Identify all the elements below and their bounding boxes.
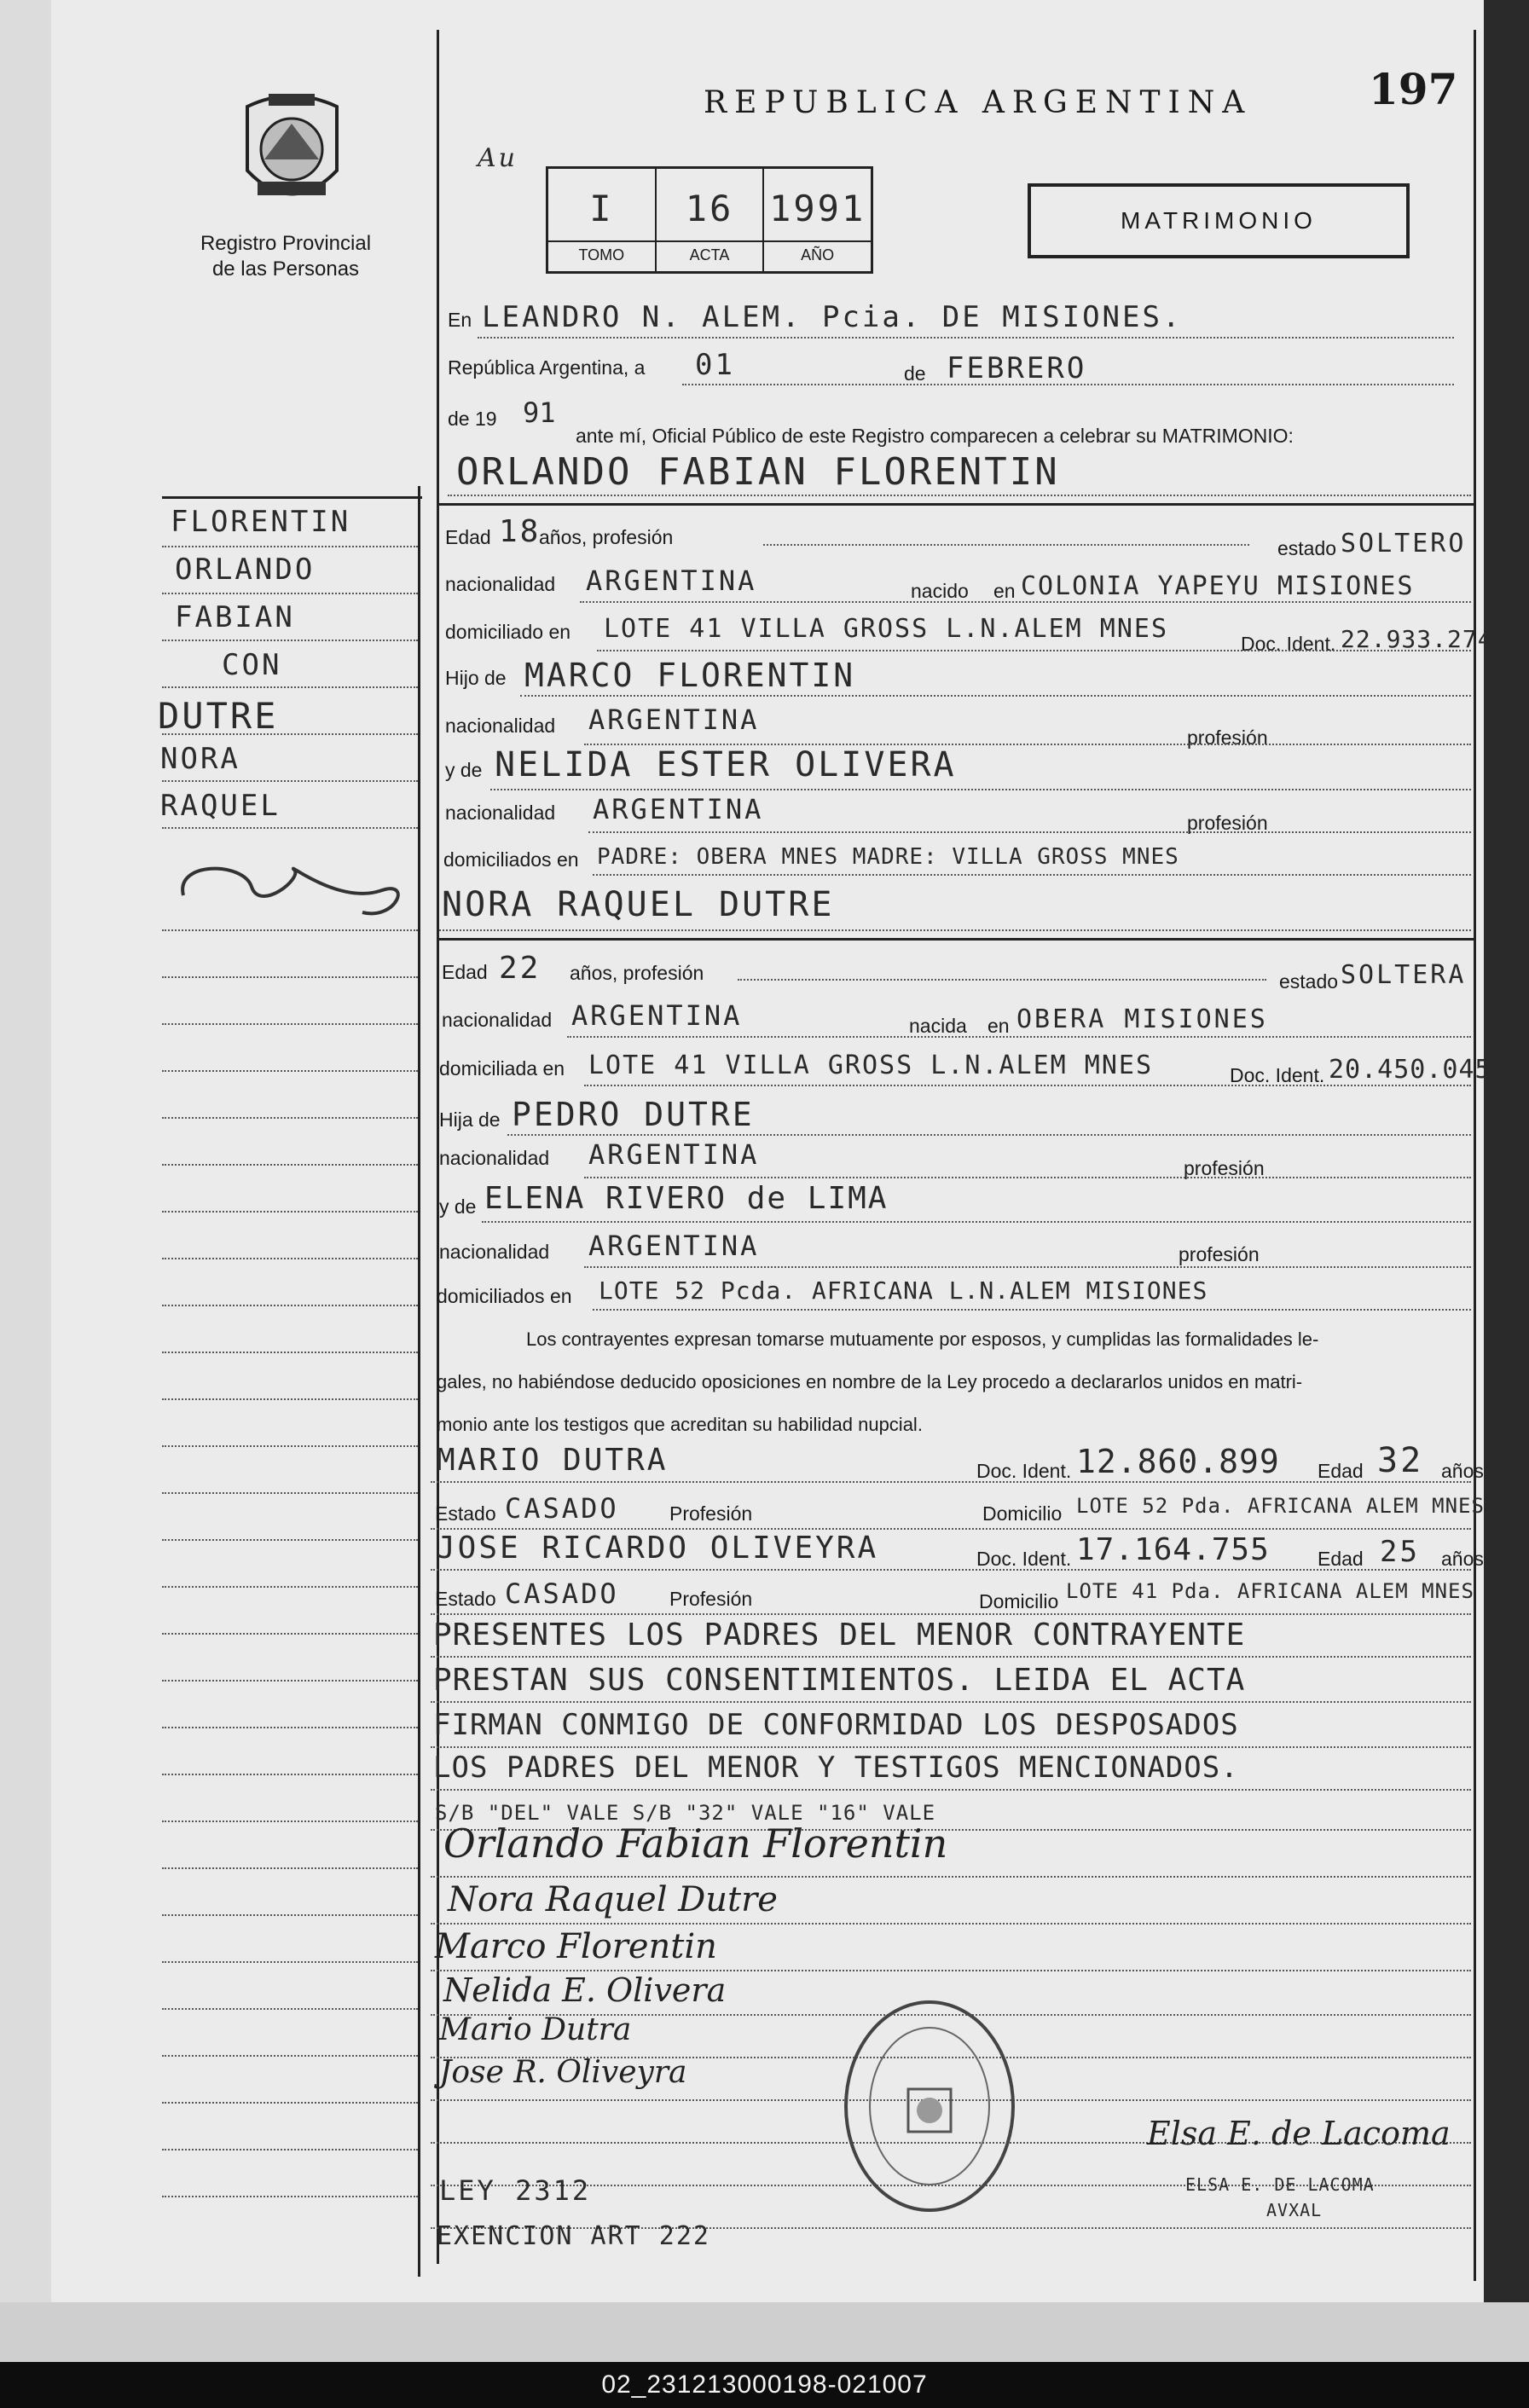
margin-rule [162, 1867, 418, 1869]
republica-label: República Argentina, a [448, 356, 646, 379]
witness2-estado: CASADO [505, 1577, 619, 1610]
bride-mother-nac-line [584, 1266, 1471, 1268]
year-prefix-label: de 19 [448, 408, 497, 430]
margin-rule [162, 1820, 418, 1822]
note-line-3: FIRMAN CONMIGO DE CONFORMIDAD LOS DESPOSADOS [433, 1708, 1239, 1742]
bride-father-prof-label: profesión [1184, 1157, 1265, 1179]
witness2-anos-label: años [1441, 1548, 1484, 1570]
margin-rule [162, 1164, 418, 1166]
margin-rule [162, 827, 418, 829]
margin-rule [162, 1492, 418, 1494]
official-signature: Elsa E. de Lacoma [1147, 2115, 1451, 2152]
en-label: En [448, 309, 472, 331]
groom-father: MARCO FLORENTIN [524, 657, 856, 694]
tomo-cell [548, 169, 657, 271]
binding-margin [0, 0, 51, 2362]
right-page-edge [1484, 0, 1529, 2362]
signature-witness2: Jose R. Oliveyra [439, 2055, 687, 2090]
province-seal-icon [239, 90, 345, 213]
ano-value: 1991 [769, 188, 866, 229]
witness1-doc: 12.860.899 [1076, 1443, 1280, 1480]
registry-line1: Registro Provincial [200, 232, 372, 255]
witness2-doc-label: Doc. Ident. [976, 1548, 1072, 1570]
note-line-4: LOS PADRES DEL MENOR Y TESTIGOS MENCIONADOS. [433, 1751, 1239, 1785]
groom-nac-label: nacionalidad [445, 573, 556, 595]
bride-en-label: en [987, 1015, 1010, 1037]
date-underline [682, 384, 1454, 385]
bride-estado: SOLTERA [1341, 960, 1467, 990]
bride-father-nac: ARGENTINA [588, 1138, 760, 1171]
note-line-1-rule [431, 1656, 1471, 1658]
witness2-line [431, 1569, 1471, 1571]
margin-rule [162, 1117, 418, 1119]
margin-rule [162, 593, 418, 594]
acta-label: ACTA [657, 240, 763, 264]
groom-mother-nac: ARGENTINA [593, 793, 764, 825]
bride-birthplace: OBERA MISIONES [1016, 1004, 1268, 1034]
bride-section-top-rule [437, 938, 1475, 941]
tomo-label: TOMO [548, 240, 655, 264]
signature-rule [431, 1923, 1471, 1925]
note-line-3-rule [431, 1746, 1471, 1748]
margin-name-2: ORLANDO [175, 553, 316, 587]
ano-label: AÑO [764, 240, 871, 264]
groom-parents-address: PADRE: OBERA MNES MADRE: VILLA GROSS MNES [597, 844, 1179, 870]
groom-address: LOTE 41 VILLA GROSS L.N.ALEM MNES [604, 614, 1169, 644]
bride-doc-label: Doc. Ident. [1230, 1064, 1325, 1086]
margin-rule [162, 1445, 418, 1447]
margin-name-3: FABIAN [175, 600, 295, 634]
bride-father-line [507, 1134, 1471, 1136]
witness2-doc: 17.164.755 [1076, 1532, 1270, 1567]
witness2-address: LOTE 41 Pda. AFRICANA ALEM MNES [1066, 1579, 1474, 1603]
bride-name-line [439, 929, 1471, 931]
margin-rule [162, 1539, 418, 1541]
margin-name-7: RAQUEL [160, 789, 281, 823]
witness1-dom-label: Domicilio [982, 1502, 1063, 1525]
bride-name: NORA RAQUEL DUTRE [442, 885, 835, 924]
signature-mother: Nelida E. Olivera [443, 1971, 727, 2009]
bride-address: LOTE 41 VILLA GROSS L.N.ALEM MNES [588, 1051, 1154, 1080]
groom-father-prof-label: profesión [1187, 726, 1268, 749]
margin-rule [162, 2008, 418, 2010]
bride-mother-nac: ARGENTINA [588, 1230, 760, 1262]
groom-mother-nac-label: nacionalidad [445, 802, 556, 824]
signature-witness1: Mario Dutra [439, 2012, 632, 2047]
witness1-edad-label: Edad [1318, 1460, 1364, 1482]
groom-father-nac-label: nacionalidad [445, 715, 556, 737]
witness1-doc-label: Doc. Ident. [976, 1460, 1072, 1482]
witness1-line [431, 1481, 1471, 1483]
margin-rule [162, 1352, 418, 1353]
day-value: 01 [695, 348, 735, 382]
bride-mother-prof-label: profesión [1179, 1243, 1260, 1265]
year-suffix-value: 91 [523, 397, 556, 429]
groom-name: ORLANDO FABIAN FLORENTIN [456, 450, 1060, 494]
margin-rule [162, 780, 418, 782]
margin-rule [162, 2196, 418, 2197]
bride-yde-label: y de [439, 1195, 477, 1218]
acta-cell [657, 169, 765, 271]
record-box [546, 166, 873, 274]
appearance-statement: ante mí, Oficial Público de este Registro comparecen a celebrar su MATRIMONIO: [576, 425, 1294, 447]
margin-rule [162, 1305, 418, 1306]
groom-doms-label: domiciliados en [443, 848, 579, 871]
margin-rule [162, 1070, 418, 1072]
note-line-2-rule [431, 1701, 1471, 1703]
groom-estado-label: estado [1277, 537, 1337, 559]
official-title: AVXAL [1266, 2200, 1323, 2220]
declaration-line2: gales, no habiéndose deducido oposiciones en nombre de la Ley procedo a declararlos unidos en matri- [437, 1371, 1303, 1392]
margin-name-5: DUTRE [158, 695, 279, 737]
witness2-dom-line [431, 1613, 1471, 1615]
bride-edad-label: Edad [442, 961, 488, 983]
margin-rule [162, 929, 418, 931]
ano-cell [764, 169, 871, 271]
bride-mother: ELENA RIVERO de LIMA [484, 1181, 889, 1216]
margin-rule [162, 2149, 418, 2150]
margin-rule [162, 1727, 418, 1728]
groom-anos-prof-label: años, profesión [539, 526, 674, 548]
signature-father: Marco Florentin [435, 1927, 717, 1966]
witness1-address: LOTE 52 Pda. AFRICANA ALEM MNES [1076, 1494, 1485, 1518]
footer-code-bar [0, 2362, 1529, 2408]
bride-nationality: ARGENTINA [571, 999, 743, 1032]
bride-hija-label: Hija de [439, 1108, 501, 1131]
bride-doms-line [593, 1309, 1471, 1311]
bride-nacida-label: nacida [909, 1015, 967, 1037]
margin-name-4: CON [222, 648, 282, 682]
margin-name-6: NORA [160, 742, 240, 776]
groom-father-nac: ARGENTINA [588, 703, 760, 736]
groom-doc: 22.933.274 [1341, 625, 1493, 653]
signature-bride: Nora Raquel Dutre [448, 1880, 778, 1919]
initials: Au [478, 143, 518, 173]
margin-rule [162, 1023, 418, 1025]
signature-groom: Orlando Fabian Florentin [443, 1820, 948, 1867]
groom-birthplace: COLONIA YAPEYU MISIONES [1021, 571, 1415, 601]
left-top-rule [162, 496, 422, 499]
margin-rule [162, 686, 418, 688]
bride-anos-prof-label: años, profesión [570, 962, 704, 984]
groom-mother-prof-label: profesión [1187, 812, 1268, 834]
page-number: 197 [1369, 64, 1458, 114]
official-stamp-icon [840, 1995, 1019, 2217]
witness1-dom-line [431, 1528, 1471, 1530]
margin-rule [162, 1258, 418, 1259]
acta-value: 16 [685, 188, 734, 229]
bride-parents-address: LOTE 52 Pcda. AFRICANA L.N.ALEM MISIONES [599, 1276, 1208, 1305]
groom-estado: SOLTERO [1341, 529, 1467, 559]
margin-rule [162, 1774, 418, 1775]
bride-doms-label: domiciliados en [437, 1285, 572, 1307]
groom-dom-label: domiciliado en [445, 621, 571, 643]
witness1-name: MARIO DUTRA [437, 1443, 669, 1478]
witness2-estado-label: Estado [435, 1588, 496, 1610]
place-underline [478, 337, 1454, 339]
groom-dom-line [597, 650, 1471, 651]
bride-father: PEDRO DUTRE [512, 1096, 755, 1133]
bride-estado-label: estado [1279, 970, 1339, 993]
groom-en-label: en [993, 580, 1016, 602]
margin-rule [162, 1211, 418, 1213]
groom-mother: NELIDA ESTER OLIVERA [495, 745, 957, 784]
flourish-mark-icon [166, 853, 414, 929]
note-line-4-rule [431, 1789, 1471, 1791]
witness1-estado-label: Estado [435, 1502, 496, 1525]
note-line-2: PRESTAN SUS CONSENTIMIENTOS. LEIDA EL ACTA [433, 1663, 1246, 1698]
bride-father-nac-label: nacionalidad [439, 1147, 550, 1169]
tomo-value: I [589, 188, 614, 229]
registry-line2: de las Personas [211, 258, 360, 281]
record-type-label: MATRIMONIO [1121, 207, 1317, 234]
signature-rule [431, 1876, 1471, 1878]
right-frame-line [1474, 30, 1476, 2281]
witness2-edad-label: Edad [1318, 1548, 1364, 1570]
groom-nacido-label: nacido [911, 580, 969, 602]
groom-doc-label: Doc. Ident. [1241, 633, 1336, 655]
witness1-prof-label: Profesión [669, 1502, 753, 1525]
margin-rule [162, 1586, 418, 1588]
witness2-prof-label: Profesión [669, 1588, 753, 1610]
witness2-name: JOSE RICARDO OLIVEYRA [437, 1531, 879, 1566]
bride-mother-nac-label: nacionalidad [439, 1241, 550, 1263]
groom-edad-label: Edad [445, 526, 491, 548]
bride-father-nac-line [584, 1177, 1471, 1178]
witness1-age: 32 [1377, 1441, 1424, 1480]
margin-name-1: FLORENTIN [171, 505, 351, 539]
margin-rule [162, 733, 418, 735]
groom-hijo-label: Hijo de [445, 667, 507, 689]
bottom-edge [0, 2302, 1529, 2362]
groom-age: 18 [499, 514, 542, 549]
official-name: ELSA E. DE LACOMA [1185, 2174, 1375, 2195]
declaration-line3: monio ante los testigos que acreditan su habilidad nupcial. [437, 1414, 923, 1435]
groom-section-top-rule [437, 503, 1475, 506]
groom-name-underline [448, 495, 1471, 496]
groom-doms-line [593, 874, 1471, 876]
groom-nationality: ARGENTINA [586, 564, 757, 597]
law-line-1: LEY 2312 [439, 2174, 592, 2207]
groom-mother-nac-line [588, 831, 1471, 833]
declaration-line1: Los contrayentes expresan tomarse mutuamente por esposos, y cumplidas las formalidades le- [526, 1328, 1319, 1350]
groom-nac-line [580, 601, 1471, 603]
margin-rule [162, 1961, 418, 1963]
margin-rule [162, 1398, 418, 1400]
margin-rule [162, 2102, 418, 2104]
bride-dom-line [584, 1085, 1471, 1086]
bride-mother-line [482, 1221, 1471, 1223]
margin-rule [162, 1914, 418, 1916]
witness1-estado: CASADO [505, 1492, 619, 1525]
de-label: de [904, 362, 926, 385]
margin-rule [162, 2055, 418, 2057]
witness1-anos-label: años [1441, 1460, 1484, 1482]
place-value: LEANDRO N. ALEM. Pcia. DE MISIONES. [482, 300, 1183, 334]
bride-prof-line [738, 979, 1266, 981]
record-type-box [1028, 183, 1410, 258]
margin-rule [162, 1633, 418, 1635]
left-column-rule [418, 486, 420, 2277]
bride-nac-label: nacionalidad [442, 1009, 553, 1031]
bride-dom-label: domiciliada en [439, 1057, 565, 1080]
margin-rule [162, 640, 418, 641]
witness2-age: 25 [1380, 1535, 1420, 1569]
footer-code: 02_231213000198-021007 [601, 2370, 928, 2399]
note-line-1: PRESENTES LOS PADRES DEL MENOR CONTRAYENTE [433, 1618, 1246, 1653]
witness2-dom-label: Domicilio [979, 1590, 1059, 1612]
bride-age: 22 [499, 951, 542, 986]
groom-prof-line [763, 544, 1249, 546]
margin-rule [162, 546, 418, 547]
corrections-note: S/B "DEL" VALE S/B "32" VALE "16" VALE [435, 1801, 936, 1825]
month-value: FEBRERO [947, 351, 1087, 385]
law-line-2: EXENCION ART 222 [437, 2221, 710, 2251]
margin-rule [162, 976, 418, 978]
republic-heading: REPUBLICA ARGENTINA [704, 85, 1253, 120]
bride-doc: 20.450.045 [1329, 1055, 1491, 1085]
groom-mother-line [490, 789, 1471, 790]
margin-rule [162, 1680, 418, 1682]
groom-father-line [520, 695, 1471, 697]
bride-nac-line [567, 1036, 1471, 1038]
groom-yde-label: y de [445, 759, 483, 781]
